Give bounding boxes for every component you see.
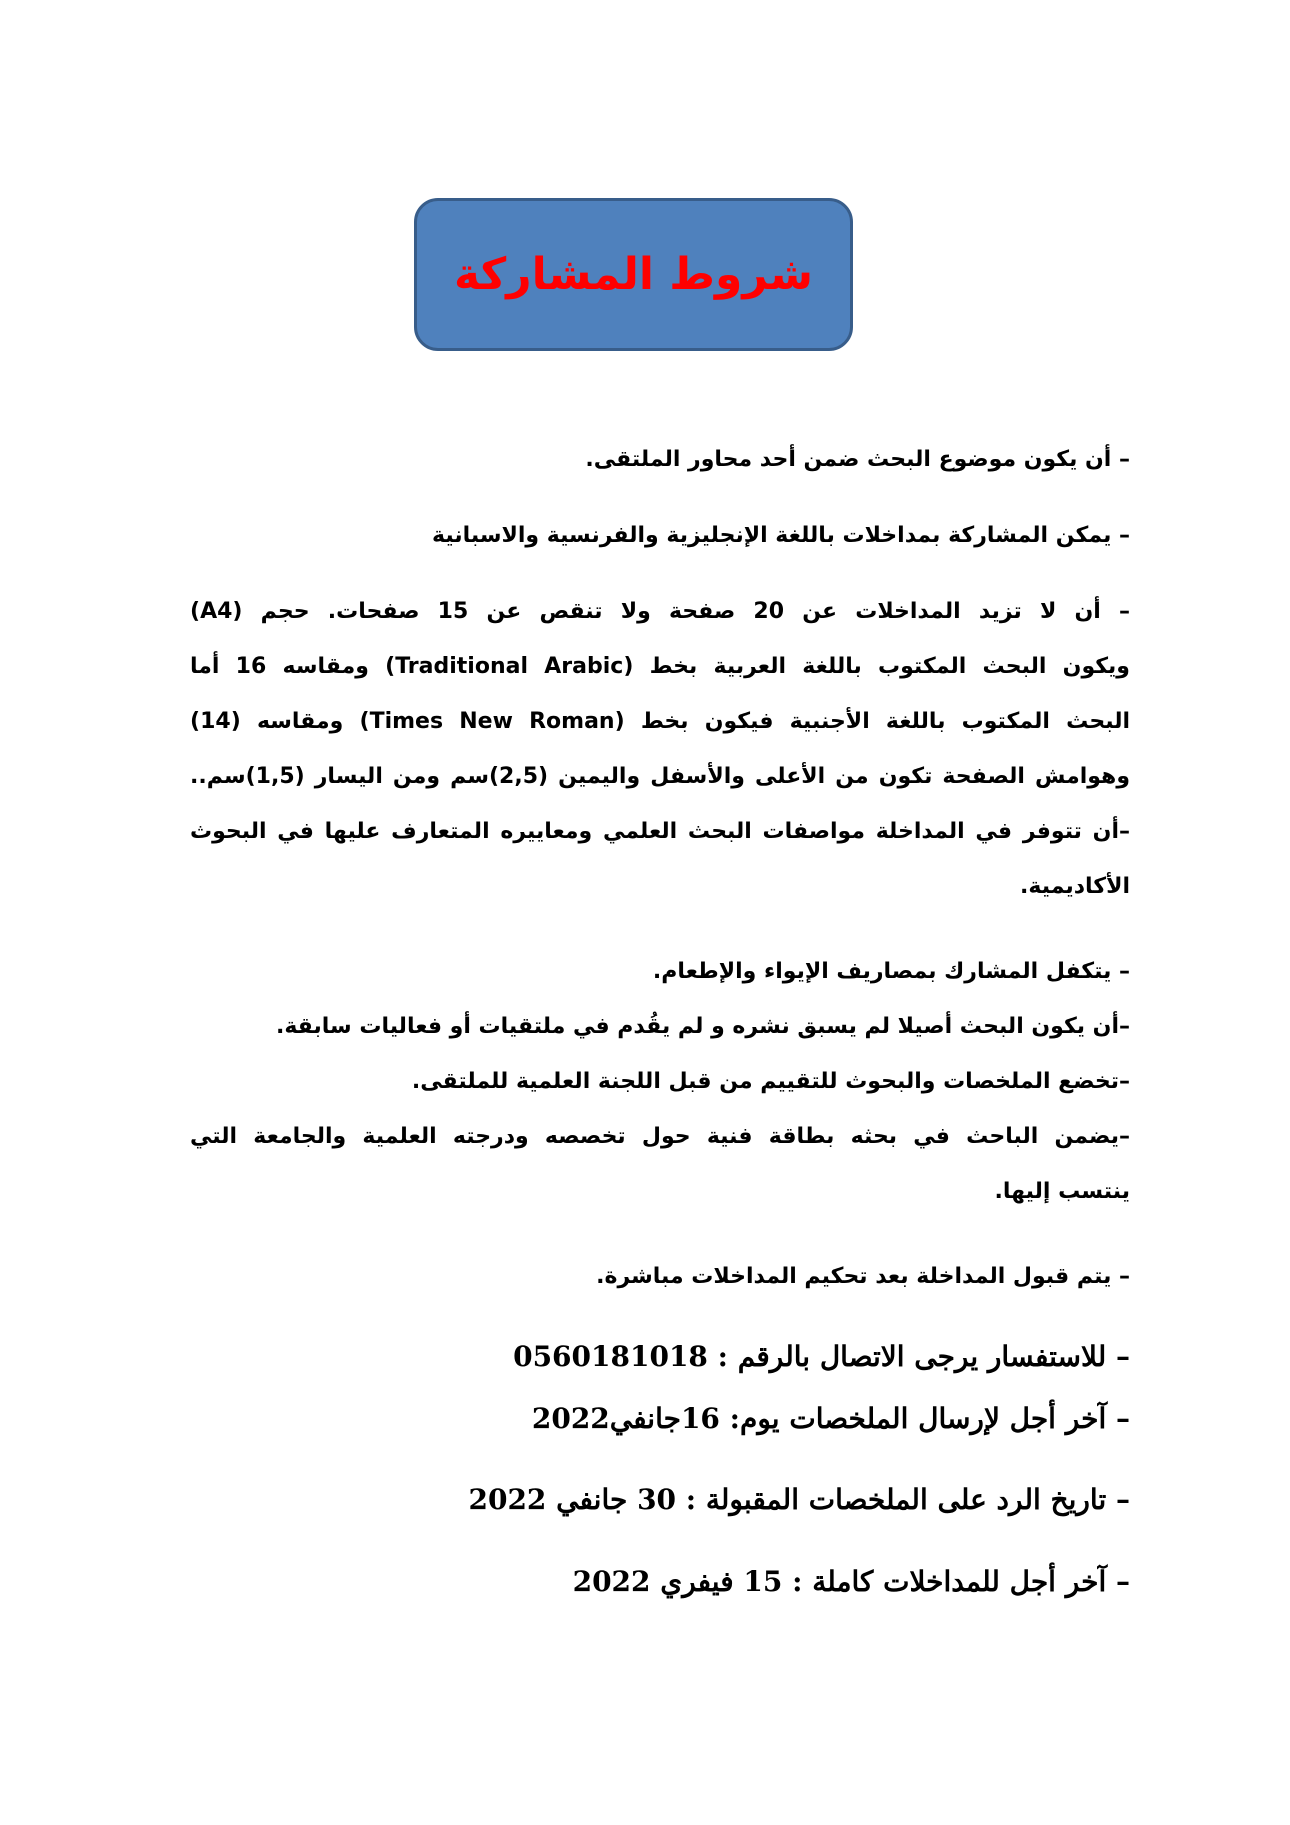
condition-line: ويكون البحث المكتوب باللغة العربية بخط (Traditional Arabic) ومقاسه 16 أما bbox=[190, 654, 1130, 679]
condition-line: – أن لا تزيد المداخلات عن 20 صفحة ولا تنقص عن 15 صفحات. حجم (A4) bbox=[190, 599, 1131, 624]
condition-line: – يتم قبول المداخلة بعد تحكيم المداخلات مباشرة. bbox=[596, 1264, 1130, 1289]
condition-line: –تخضع الملخصات والبحوث للتقييم من قبل اللجنة العلمية للملتقى. bbox=[411, 1069, 1130, 1094]
condition-line: ينتسب إليها. bbox=[994, 1179, 1130, 1204]
deadline-abstracts-line: – آخر أجل لإرسال الملخصات يوم: 16جانفي2022 bbox=[531, 1402, 1130, 1435]
title-box bbox=[414, 198, 853, 351]
response-date-line: – تاريخ الرد على الملخصات المقبولة : 30 جانفي 2022 bbox=[468, 1483, 1130, 1516]
page-title: شروط المشاركة bbox=[453, 249, 813, 300]
condition-line: وهوامش الصفحة تكون من الأعلى والأسفل واليمين (2,5)سم ومن اليسار (1,5)سم.. bbox=[190, 764, 1130, 789]
condition-line: –أن يكون البحث أصيلا لم يسبق نشره و لم يقُدم في ملتقيات أو فعاليات سابقة. bbox=[275, 1014, 1130, 1039]
contact-line: – للاستفسار يرجى الاتصال بالرقم : 0560181018 bbox=[513, 1340, 1130, 1373]
deadline-papers-line: – آخر أجل للمداخلات كاملة : 15 فيفري 2022 bbox=[572, 1565, 1130, 1598]
condition-line: – يمكن المشاركة بمداخلات باللغة الإنجليزية والفرنسية والاسبانية bbox=[432, 523, 1130, 548]
condition-line: البحث المكتوب باللغة الأجنبية فيكون بخط (Times New Roman) ومقاسه (14) bbox=[190, 709, 1130, 734]
condition-line: –يضمن الباحث في بحثه بطاقة فنية حول تخصصه ودرجته العلمية والجامعة التي bbox=[190, 1124, 1130, 1149]
condition-line: الأكاديمية. bbox=[1020, 874, 1130, 899]
condition-line: –أن تتوفر في المداخلة مواصفات البحث العلمي ومعاييره المتعارف عليها في البحوث bbox=[190, 819, 1130, 844]
condition-line: – يتكفل المشارك بمصاريف الإيواء والإطعام. bbox=[652, 959, 1130, 984]
condition-line: – أن يكون موضوع البحث ضمن أحد محاور الملتقى. bbox=[585, 447, 1130, 472]
